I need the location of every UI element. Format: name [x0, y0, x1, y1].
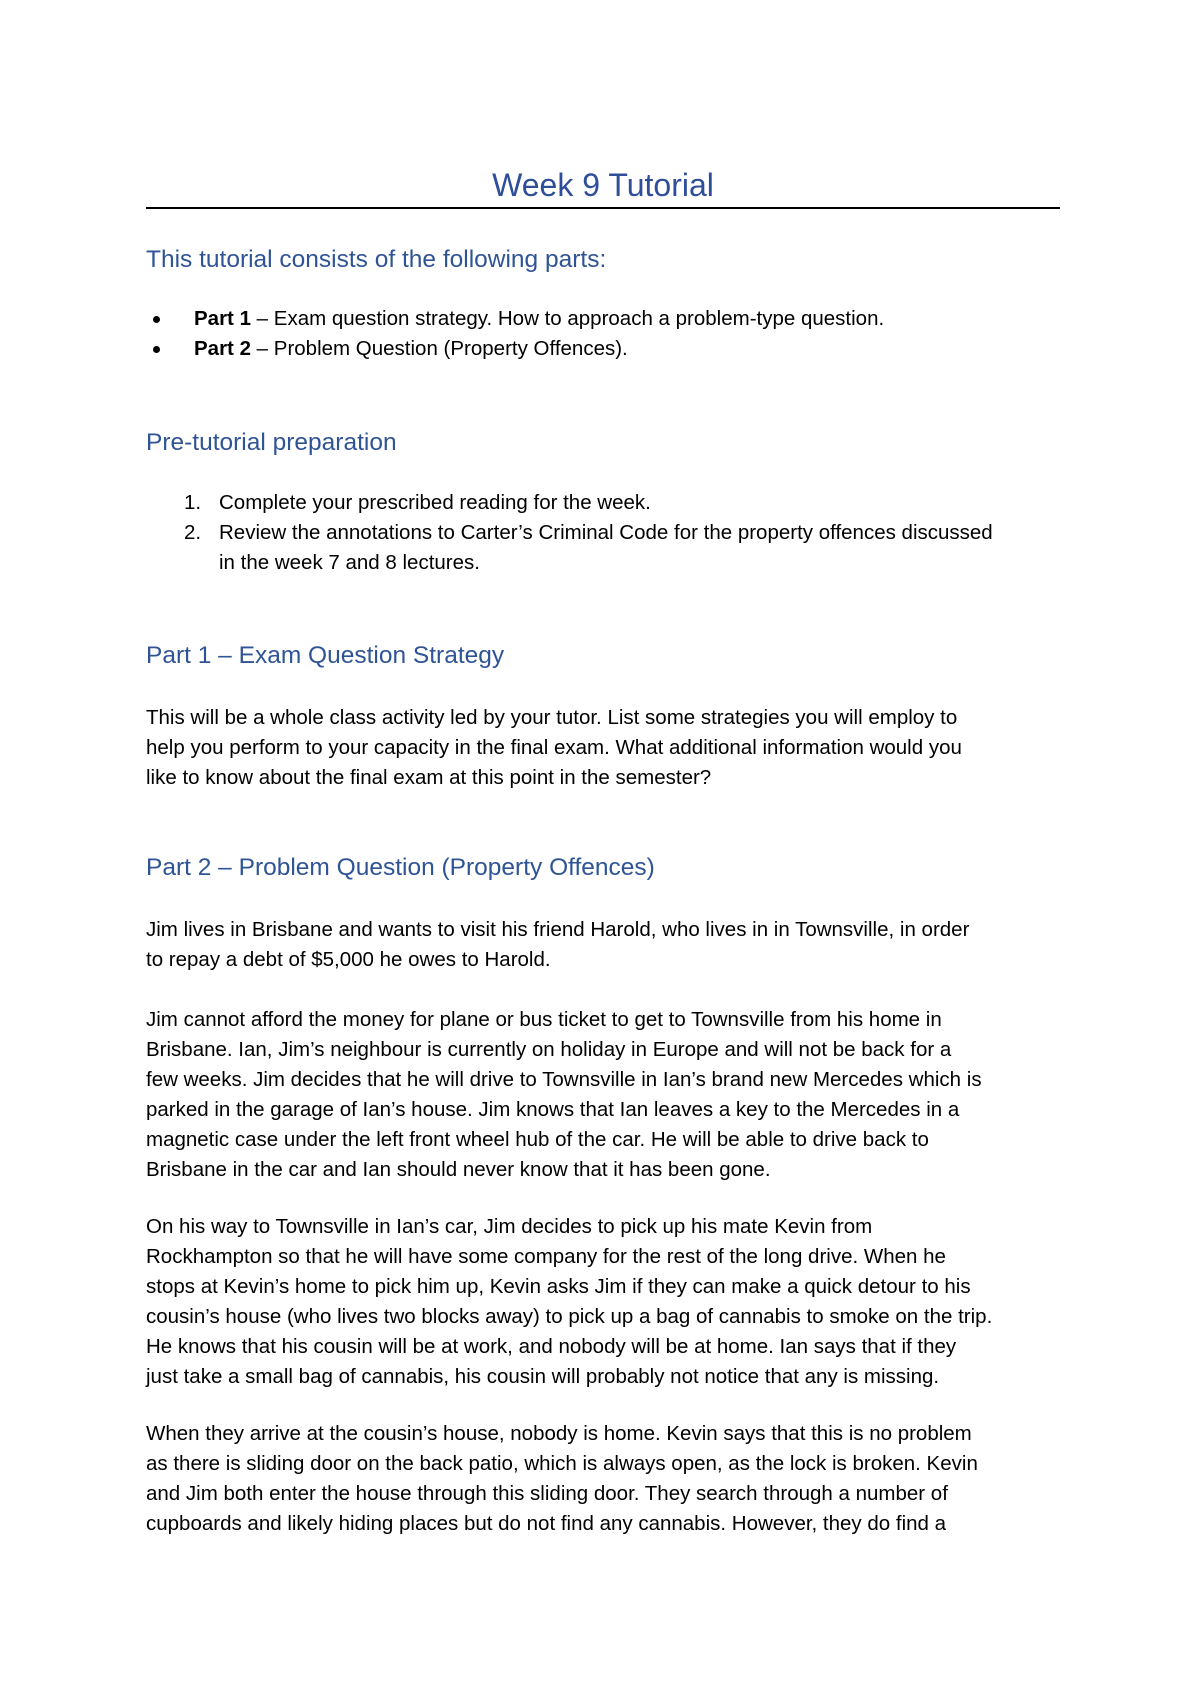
paragraph-line: parked in the garage of Ian’s house. Jim knows that Ian leaves a key to the Mercedes in a	[146, 1098, 960, 1121]
document-title: Week 9 Tutorial	[492, 167, 714, 203]
paragraph-line: Brisbane in the car and Ian should never know that it has been gone.	[146, 1158, 771, 1181]
intro-heading: This tutorial consists of the following parts:	[146, 246, 607, 273]
paragraph-line: He knows that his cousin will be at work, and nobody will be at home. Ian says that if they	[146, 1335, 957, 1358]
list-item	[146, 334, 884, 364]
item-text: Review the annotations to Carter’s Criminal Code for the property offences discussed	[219, 521, 993, 544]
item-number: 2.	[184, 521, 202, 544]
paragraph-line: Rockhampton so that he will have some company for the rest of the long drive. When he	[146, 1245, 946, 1268]
paragraph-line: Jim lives in Brisbane and wants to visit his friend Harold, who lives in in Townsville, in order	[146, 918, 970, 941]
item-text: Complete your prescribed reading for the week.	[219, 491, 651, 514]
item-number: 1.	[184, 491, 202, 514]
paragraph-line: like to know about the final exam at this point in the semester?	[146, 766, 712, 789]
paragraph-line: cupboards and likely hiding places but do not find any cannabis. However, they do find a	[146, 1512, 947, 1535]
list-item	[146, 488, 993, 518]
part2-paragraph	[146, 1005, 1076, 1185]
part1-paragraph	[146, 703, 1076, 793]
part-label: Part 1	[194, 307, 251, 330]
paragraph-line: stops at Kevin’s home to pick him up, Kevin asks Jim if they can make a quick detour to his	[146, 1275, 971, 1298]
list-item	[146, 518, 993, 578]
parts-list	[146, 304, 884, 364]
part2-paragraph	[146, 1212, 1076, 1392]
pretutorial-list	[146, 488, 993, 578]
part-label: Part 2	[194, 337, 251, 360]
paragraph-line: and Jim both enter the house through this sliding door. They search through a number of	[146, 1482, 948, 1505]
bullet-icon	[153, 316, 160, 323]
item-text: in the week 7 and 8 lectures.	[219, 551, 480, 574]
paragraph-line: When they arrive at the cousin’s house, nobody is home. Kevin says that this is no problem	[146, 1422, 972, 1445]
part1-heading: Part 1 – Exam Question Strategy	[146, 642, 505, 669]
paragraph-line: as there is sliding door on the back patio, which is always open, as the lock is broken. Kevin	[146, 1452, 978, 1475]
part2-heading: Part 2 – Problem Question (Property Offences)	[146, 854, 655, 881]
bullet-icon	[153, 346, 160, 353]
paragraph-line: This will be a whole class activity led by your tutor. List some strategies you will employ to	[146, 706, 958, 729]
part-description: – Problem Question (Property Offences).	[250, 337, 628, 360]
paragraph-line: On his way to Townsville in Ian’s car, Jim decides to pick up his mate Kevin from	[146, 1215, 873, 1238]
paragraph-line: magnetic case under the left front wheel hub of the car. He will be able to drive back to	[146, 1128, 929, 1151]
list-item	[146, 304, 884, 334]
paragraph-line: just take a small bag of cannabis, his cousin will probably not notice that any is missing.	[146, 1365, 940, 1388]
part2-paragraph	[146, 1419, 1076, 1539]
paragraph-line: Brisbane. Ian, Jim’s neighbour is currently on holiday in Europe and will not be back for a	[146, 1038, 952, 1061]
part2-paragraph	[146, 915, 1076, 975]
paragraph-line: Jim cannot afford the money for plane or bus ticket to get to Townsville from his home in	[146, 1008, 942, 1031]
paragraph-line: help you perform to your capacity in the final exam. What additional information would you	[146, 736, 962, 759]
pretutorial-heading: Pre-tutorial preparation	[146, 429, 397, 456]
paragraph-line: to repay a debt of $5,000 he owes to Harold.	[146, 948, 551, 971]
paragraph-line: cousin’s house (who lives two blocks away) to pick up a bag of cannabis to smoke on the trip.	[146, 1305, 993, 1328]
part-description: – Exam question strategy. How to approach a problem-type question.	[250, 307, 885, 330]
title-underline	[146, 207, 1060, 209]
paragraph-line: few weeks. Jim decides that he will drive to Townsville in Ian’s brand new Mercedes which is	[146, 1068, 982, 1091]
